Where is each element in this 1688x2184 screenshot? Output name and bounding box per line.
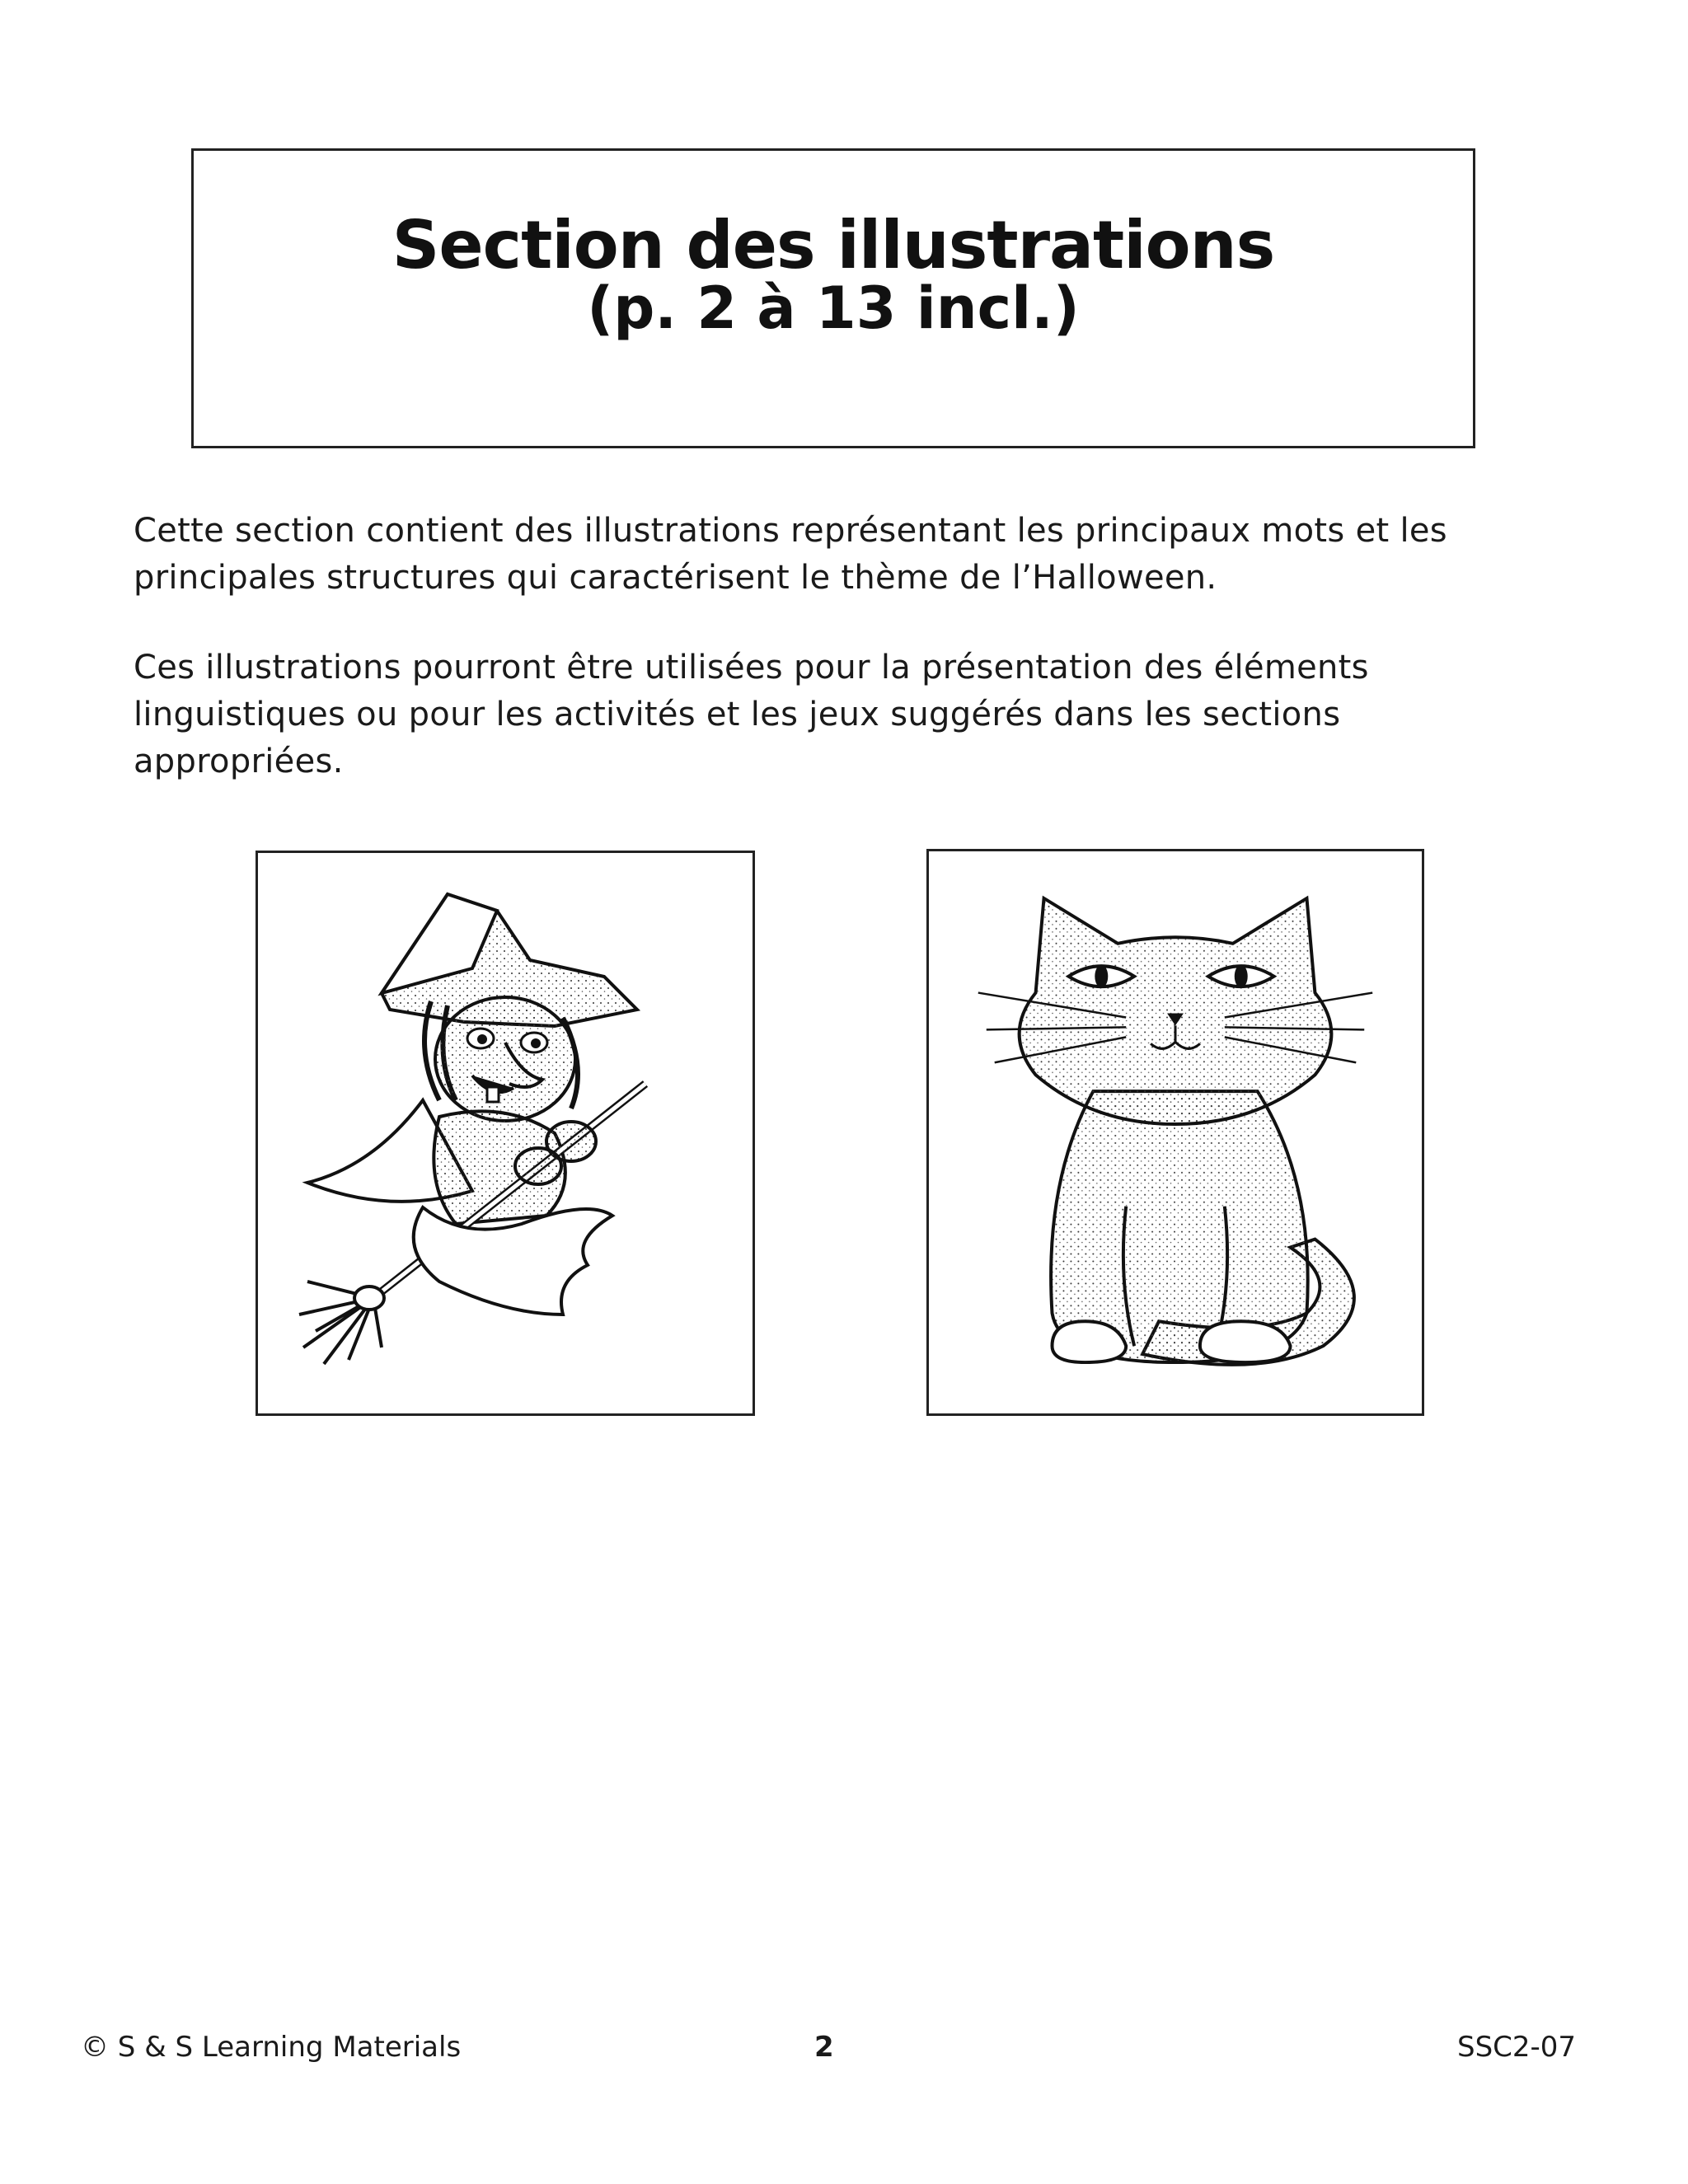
witch-on-broom-icon [258,853,753,1413]
intro-paragraph: Cette section contient des illustrations représentant les principaux mots et les principales structures qui caractérisent le thème de l’Halloween. [134,512,1447,597]
usage-paragraph: Ces illustrations pourront être utilisées pour la présentation des éléments linguistiques ou pour les activités et les jeux suggérés dans les sections appropriées. [134,649,1369,780]
cat-icon [929,851,1422,1413]
copyright-notice: © S & S Learning Materials [81,2031,462,2064]
product-code: SSC2-07 [1457,2031,1577,2064]
page-title: Section des illustrations [392,207,1275,284]
witch-illustration-frame [256,851,755,1416]
cat-illustration-frame [926,849,1424,1416]
page-subtitle: (p. 2 à 13 incl.) [587,274,1080,342]
page-number: 2 [814,2031,834,2064]
title-box [191,148,1475,448]
